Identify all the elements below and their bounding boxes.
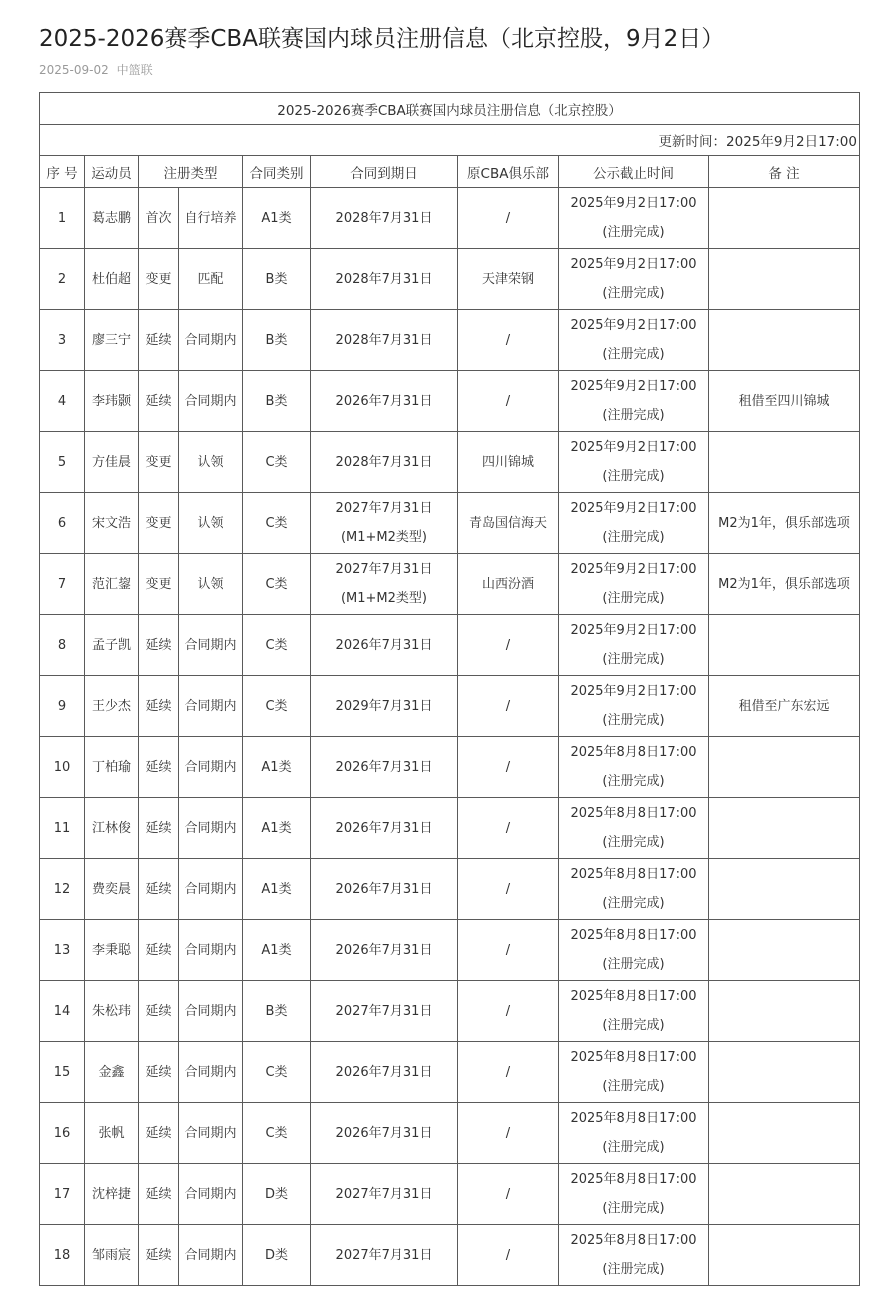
registration-status: (注册完成) <box>602 1201 665 1216</box>
expiry-date: 2028年7月31日 <box>335 210 433 226</box>
cell-athlete: 李秉聪 <box>85 920 139 981</box>
cell-deadline <box>559 981 709 1042</box>
deadline-time: 2025年8月8日17:00 <box>570 745 697 760</box>
cell-reg-kind: 延续 <box>139 920 179 981</box>
table-row <box>40 188 860 249</box>
publish-date: 2025-09-02 <box>39 63 109 77</box>
cell-reg-kind: 延续 <box>139 1225 179 1286</box>
header-no: 序 号 <box>40 156 85 188</box>
cell-reg-kind: 变更 <box>139 554 179 615</box>
cell-contract-category: A1类 <box>243 737 311 798</box>
cell-contract-category: A1类 <box>243 859 311 920</box>
cell-remarks: 租借至广东宏远 <box>709 676 860 737</box>
cell-no: 12 <box>40 859 85 920</box>
cell-contract-expiry <box>311 371 458 432</box>
expiry-note: (M1+M2类型) <box>340 591 427 606</box>
cell-original-club: / <box>458 310 559 371</box>
cell-original-club: / <box>458 1042 559 1103</box>
table-body <box>40 188 860 1286</box>
cell-reg-subtype: 合同期内 <box>179 859 243 920</box>
table-caption: 2025-2026赛季CBA联赛国内球员注册信息（北京控股） <box>40 93 860 125</box>
cell-deadline <box>559 859 709 920</box>
cell-remarks <box>709 1164 860 1225</box>
cell-contract-expiry <box>311 432 458 493</box>
cell-no: 14 <box>40 981 85 1042</box>
update-time-row <box>40 125 860 156</box>
registration-table <box>39 92 860 1286</box>
deadline-time: 2025年9月2日17:00 <box>570 318 697 333</box>
cell-no: 6 <box>40 493 85 554</box>
deadline-time: 2025年8月8日17:00 <box>570 1172 697 1187</box>
registration-status: (注册完成) <box>602 225 665 240</box>
cell-reg-subtype: 认领 <box>179 554 243 615</box>
cell-athlete: 李玮颢 <box>85 371 139 432</box>
table-row <box>40 554 860 615</box>
cell-athlete: 丁柏瑜 <box>85 737 139 798</box>
cell-remarks: M2为1年，俱乐部选项 <box>709 554 860 615</box>
expiry-date: 2028年7月31日 <box>335 332 433 348</box>
table-row <box>40 1042 860 1103</box>
cell-athlete: 王少杰 <box>85 676 139 737</box>
deadline-time: 2025年8月8日17:00 <box>570 928 697 943</box>
cell-remarks <box>709 1103 860 1164</box>
table-row <box>40 920 860 981</box>
cell-reg-kind: 延续 <box>139 859 179 920</box>
cell-contract-expiry <box>311 615 458 676</box>
cell-original-club: / <box>458 1103 559 1164</box>
table-row <box>40 249 860 310</box>
cell-contract-expiry <box>311 676 458 737</box>
cell-remarks <box>709 1225 860 1286</box>
cell-reg-kind: 延续 <box>139 1164 179 1225</box>
cell-no: 8 <box>40 615 85 676</box>
cell-original-club: / <box>458 615 559 676</box>
expiry-date: 2026年7月31日 <box>335 1064 433 1080</box>
cell-athlete: 费奕晨 <box>85 859 139 920</box>
cell-reg-subtype: 自行培养 <box>179 188 243 249</box>
cell-athlete: 孟子凯 <box>85 615 139 676</box>
cell-original-club: / <box>458 371 559 432</box>
expiry-date: 2026年7月31日 <box>335 1125 433 1141</box>
registration-status: (注册完成) <box>602 347 665 362</box>
registration-status: (注册完成) <box>602 469 665 484</box>
cell-reg-subtype: 合同期内 <box>179 676 243 737</box>
cell-no: 13 <box>40 920 85 981</box>
cell-reg-kind: 延续 <box>139 737 179 798</box>
cell-deadline <box>559 1164 709 1225</box>
cell-reg-subtype: 合同期内 <box>179 310 243 371</box>
expiry-date: 2027年7月31日 <box>335 501 433 516</box>
cell-original-club: / <box>458 676 559 737</box>
cell-contract-category: B类 <box>243 249 311 310</box>
source-name: 中篮联 <box>116 63 153 77</box>
cell-contract-category: C类 <box>243 615 311 676</box>
cell-remarks <box>709 432 860 493</box>
cell-contract-category: C类 <box>243 432 311 493</box>
registration-table-container <box>39 92 859 1286</box>
cell-reg-subtype: 认领 <box>179 432 243 493</box>
cell-contract-expiry <box>311 1042 458 1103</box>
cell-deadline <box>559 615 709 676</box>
cell-deadline <box>559 432 709 493</box>
cell-contract-category: D类 <box>243 1164 311 1225</box>
cell-remarks <box>709 615 860 676</box>
cell-deadline <box>559 798 709 859</box>
deadline-time: 2025年9月2日17:00 <box>570 440 697 455</box>
table-row <box>40 615 860 676</box>
cell-no: 17 <box>40 1164 85 1225</box>
cell-original-club: / <box>458 798 559 859</box>
cell-original-club: / <box>458 1225 559 1286</box>
registration-status: (注册完成) <box>602 408 665 423</box>
registration-status: (注册完成) <box>602 713 665 728</box>
cell-contract-expiry <box>311 310 458 371</box>
cell-contract-expiry <box>311 188 458 249</box>
expiry-date: 2027年7月31日 <box>335 1003 433 1019</box>
deadline-time: 2025年9月2日17:00 <box>570 623 697 638</box>
cell-original-club: 山西汾酒 <box>458 554 559 615</box>
cell-athlete: 葛志鹏 <box>85 188 139 249</box>
expiry-date: 2026年7月31日 <box>335 759 433 775</box>
registration-status: (注册完成) <box>602 530 665 545</box>
table-row <box>40 310 860 371</box>
cell-deadline <box>559 737 709 798</box>
cell-contract-expiry <box>311 981 458 1042</box>
header-deadline: 公示截止时间 <box>559 156 709 188</box>
deadline-time: 2025年9月2日17:00 <box>570 196 697 211</box>
table-row <box>40 798 860 859</box>
cell-athlete: 范汇鋆 <box>85 554 139 615</box>
cell-contract-expiry <box>311 249 458 310</box>
update-time-label: 更新时间： <box>658 134 727 150</box>
cell-remarks <box>709 1042 860 1103</box>
cell-deadline <box>559 1042 709 1103</box>
cell-reg-kind: 变更 <box>139 249 179 310</box>
cell-original-club: / <box>458 981 559 1042</box>
cell-deadline <box>559 493 709 554</box>
table-row <box>40 737 860 798</box>
cell-remarks <box>709 737 860 798</box>
registration-status: (注册完成) <box>602 1140 665 1155</box>
expiry-date: 2028年7月31日 <box>335 271 433 287</box>
cell-contract-expiry <box>311 554 458 615</box>
cell-contract-category: C类 <box>243 554 311 615</box>
cell-no: 15 <box>40 1042 85 1103</box>
cell-reg-subtype: 合同期内 <box>179 798 243 859</box>
deadline-time: 2025年9月2日17:00 <box>570 379 697 394</box>
cell-athlete: 廖三宁 <box>85 310 139 371</box>
cell-athlete: 张帆 <box>85 1103 139 1164</box>
deadline-time: 2025年9月2日17:00 <box>570 501 697 516</box>
registration-status: (注册完成) <box>602 1262 665 1277</box>
cell-contract-category: C类 <box>243 1042 311 1103</box>
cell-reg-kind: 变更 <box>139 493 179 554</box>
update-time-value: 2025年9月2日17:00 <box>726 134 857 150</box>
expiry-date: 2027年7月31日 <box>335 562 433 577</box>
cell-no: 11 <box>40 798 85 859</box>
cell-original-club: / <box>458 859 559 920</box>
deadline-time: 2025年9月2日17:00 <box>570 562 697 577</box>
cell-no: 3 <box>40 310 85 371</box>
cell-deadline <box>559 1225 709 1286</box>
registration-status: (注册完成) <box>602 286 665 301</box>
table-row <box>40 493 860 554</box>
deadline-time: 2025年8月8日17:00 <box>570 806 697 821</box>
header-registration-type: 注册类型 <box>139 156 243 188</box>
expiry-date: 2026年7月31日 <box>335 820 433 836</box>
cell-no: 9 <box>40 676 85 737</box>
cell-contract-expiry <box>311 493 458 554</box>
page-title: 2025-2026赛季CBA联赛国内球员注册信息（北京控股，9月2日） <box>39 26 725 52</box>
cell-contract-expiry <box>311 737 458 798</box>
cell-deadline <box>559 676 709 737</box>
cell-original-club: 天津荣钢 <box>458 249 559 310</box>
expiry-date: 2026年7月31日 <box>335 881 433 897</box>
expiry-date: 2026年7月31日 <box>335 393 433 409</box>
deadline-time: 2025年9月2日17:00 <box>570 684 697 699</box>
registration-status: (注册完成) <box>602 1079 665 1094</box>
cell-reg-subtype: 合同期内 <box>179 981 243 1042</box>
cell-remarks <box>709 249 860 310</box>
cell-deadline <box>559 310 709 371</box>
cell-contract-category: A1类 <box>243 920 311 981</box>
cell-deadline <box>559 371 709 432</box>
cell-reg-subtype: 合同期内 <box>179 920 243 981</box>
cell-reg-kind: 延续 <box>139 798 179 859</box>
registration-status: (注册完成) <box>602 957 665 972</box>
cell-reg-subtype: 合同期内 <box>179 615 243 676</box>
cell-remarks: M2为1年，俱乐部选项 <box>709 493 860 554</box>
table-row <box>40 371 860 432</box>
cell-athlete: 江林俊 <box>85 798 139 859</box>
cell-no: 10 <box>40 737 85 798</box>
cell-athlete: 金鑫 <box>85 1042 139 1103</box>
registration-status: (注册完成) <box>602 835 665 850</box>
cell-deadline <box>559 554 709 615</box>
cell-original-club: / <box>458 920 559 981</box>
table-header-row <box>40 156 860 188</box>
cell-contract-expiry <box>311 859 458 920</box>
registration-status: (注册完成) <box>602 591 665 606</box>
expiry-date: 2028年7月31日 <box>335 454 433 470</box>
cell-contract-category: A1类 <box>243 798 311 859</box>
cell-deadline <box>559 920 709 981</box>
cell-reg-kind: 延续 <box>139 310 179 371</box>
article-meta <box>39 61 157 78</box>
expiry-date: 2026年7月31日 <box>335 637 433 653</box>
cell-contract-category: B类 <box>243 310 311 371</box>
header-contract-expiry: 合同到期日 <box>311 156 458 188</box>
cell-reg-kind: 延续 <box>139 1042 179 1103</box>
cell-reg-kind: 延续 <box>139 371 179 432</box>
expiry-note: (M1+M2类型) <box>340 530 427 545</box>
cell-reg-kind: 延续 <box>139 1103 179 1164</box>
expiry-date: 2026年7月31日 <box>335 942 433 958</box>
header-remarks: 备 注 <box>709 156 860 188</box>
cell-contract-category: C类 <box>243 1103 311 1164</box>
cell-reg-kind: 延续 <box>139 981 179 1042</box>
cell-athlete: 宋文浩 <box>85 493 139 554</box>
table-row <box>40 859 860 920</box>
cell-contract-category: C类 <box>243 493 311 554</box>
registration-status: (注册完成) <box>602 774 665 789</box>
table-caption-row <box>40 93 860 125</box>
cell-remarks <box>709 798 860 859</box>
cell-athlete: 方佳晨 <box>85 432 139 493</box>
cell-no: 18 <box>40 1225 85 1286</box>
expiry-date: 2027年7月31日 <box>335 1247 433 1263</box>
deadline-time: 2025年8月8日17:00 <box>570 867 697 882</box>
cell-remarks <box>709 920 860 981</box>
cell-contract-category: A1类 <box>243 188 311 249</box>
deadline-time: 2025年8月8日17:00 <box>570 1050 697 1065</box>
cell-reg-subtype: 合同期内 <box>179 371 243 432</box>
cell-reg-subtype: 匹配 <box>179 249 243 310</box>
cell-contract-expiry <box>311 1225 458 1286</box>
cell-contract-expiry <box>311 920 458 981</box>
cell-reg-kind: 延续 <box>139 615 179 676</box>
cell-no: 5 <box>40 432 85 493</box>
cell-reg-subtype: 认领 <box>179 493 243 554</box>
table-row <box>40 1225 860 1286</box>
cell-no: 1 <box>40 188 85 249</box>
cell-reg-subtype: 合同期内 <box>179 1103 243 1164</box>
table-row <box>40 1103 860 1164</box>
header-original-club: 原CBA俱乐部 <box>458 156 559 188</box>
cell-athlete: 沈梓捷 <box>85 1164 139 1225</box>
cell-remarks: 租借至四川锦城 <box>709 371 860 432</box>
cell-athlete: 邹雨宸 <box>85 1225 139 1286</box>
cell-remarks <box>709 310 860 371</box>
cell-original-club: / <box>458 188 559 249</box>
deadline-time: 2025年8月8日17:00 <box>570 1111 697 1126</box>
cell-reg-kind: 延续 <box>139 676 179 737</box>
cell-contract-category: B类 <box>243 981 311 1042</box>
cell-remarks <box>709 859 860 920</box>
cell-reg-subtype: 合同期内 <box>179 737 243 798</box>
cell-deadline <box>559 249 709 310</box>
deadline-time: 2025年8月8日17:00 <box>570 989 697 1004</box>
cell-original-club: 四川锦城 <box>458 432 559 493</box>
update-time <box>40 125 860 156</box>
cell-remarks <box>709 188 860 249</box>
cell-original-club: / <box>458 1164 559 1225</box>
cell-remarks <box>709 981 860 1042</box>
registration-status: (注册完成) <box>602 896 665 911</box>
cell-contract-category: C类 <box>243 676 311 737</box>
table-row <box>40 676 860 737</box>
expiry-date: 2029年7月31日 <box>335 698 433 714</box>
cell-reg-subtype: 合同期内 <box>179 1225 243 1286</box>
table-row <box>40 1164 860 1225</box>
cell-contract-category: B类 <box>243 371 311 432</box>
registration-status: (注册完成) <box>602 652 665 667</box>
cell-deadline <box>559 1103 709 1164</box>
cell-contract-category: D类 <box>243 1225 311 1286</box>
table-row <box>40 981 860 1042</box>
cell-no: 4 <box>40 371 85 432</box>
table-row <box>40 432 860 493</box>
cell-original-club: / <box>458 737 559 798</box>
cell-deadline <box>559 188 709 249</box>
cell-reg-subtype: 合同期内 <box>179 1042 243 1103</box>
cell-reg-kind: 变更 <box>139 432 179 493</box>
cell-contract-expiry <box>311 1103 458 1164</box>
header-athlete: 运动员 <box>85 156 139 188</box>
cell-athlete: 杜伯超 <box>85 249 139 310</box>
cell-contract-expiry <box>311 798 458 859</box>
expiry-date: 2027年7月31日 <box>335 1186 433 1202</box>
cell-athlete: 朱松玮 <box>85 981 139 1042</box>
cell-original-club: 青岛国信海天 <box>458 493 559 554</box>
deadline-time: 2025年9月2日17:00 <box>570 257 697 272</box>
deadline-time: 2025年8月8日17:00 <box>570 1233 697 1248</box>
cell-no: 16 <box>40 1103 85 1164</box>
header-contract-category: 合同类别 <box>243 156 311 188</box>
cell-contract-expiry <box>311 1164 458 1225</box>
cell-no: 7 <box>40 554 85 615</box>
cell-reg-kind: 首次 <box>139 188 179 249</box>
cell-no: 2 <box>40 249 85 310</box>
registration-status: (注册完成) <box>602 1018 665 1033</box>
cell-reg-subtype: 合同期内 <box>179 1164 243 1225</box>
